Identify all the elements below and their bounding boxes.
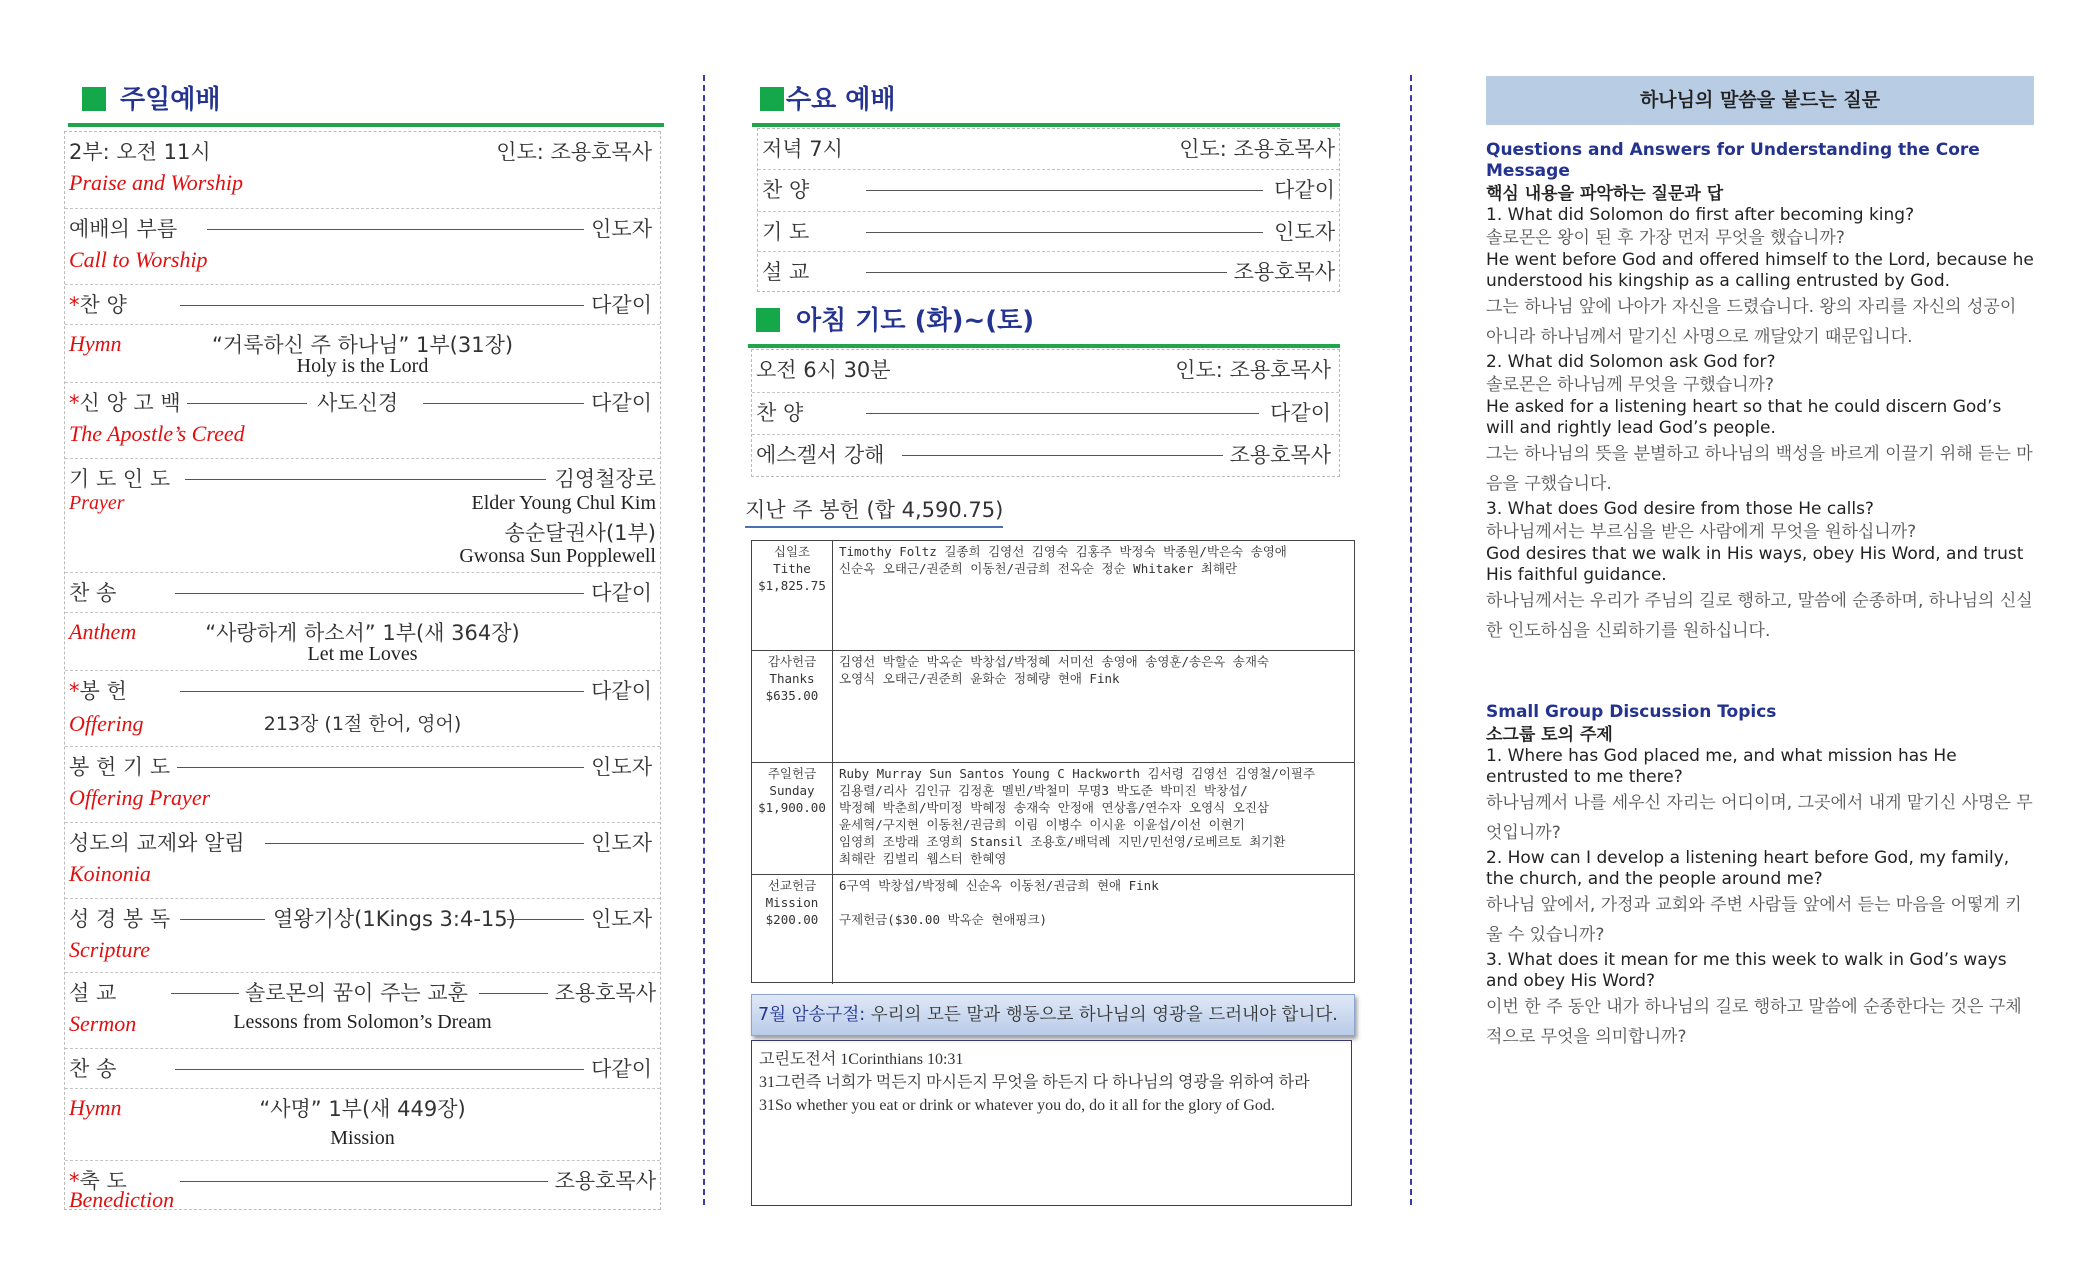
question-korean: 솔로몬은 왕이 된 후 가장 먼저 무엇을 했습니까? [1486,228,1845,248]
worship-row [65,132,660,208]
leader-line [866,232,1263,233]
worship-row [65,572,660,612]
item-korean: 봉 헌 기 도 [69,755,171,779]
discussion-topic-korean: 이번 한 주 동안 내가 하나님의 길로 행하고 말씀에 순종한다는 것은 구체적으로 무엇을 의미합니까? [1486,997,2022,1047]
morning-prayer-item: 찬 양 [756,401,804,425]
offering-label: 주일헌금 Sunday $1,900.00 [752,763,833,874]
leader-line [207,229,584,230]
prayer-leader: 김영철장로 [554,467,656,491]
sunday-title: 주일예배 [120,85,221,115]
morning-prayer-item: 에스겔서 강해 [756,443,885,467]
discussion-topic-korean: 하나님께서 나를 세우신 자리는 어디이며, 그곳에서 내게 맡기신 사명은 무엇입니까? [1486,793,2033,843]
sermon-title: 솔로몬의 꿈이 주는 교훈 [245,981,468,1005]
worship-row [65,612,660,670]
offering-title: 지난 주 봉헌 (합 4,590.75) [745,494,1003,528]
leader-line [187,403,307,404]
wednesday-item: 저녁 7시 [762,137,843,161]
scripture-korean: 31그런즉 너희가 먹든지 마시든지 무엇을 하든지 다 하나님의 영광을 위하여 하라 [759,1074,1310,1091]
leader-line [866,413,1259,414]
wednesday-leader: 다같이 [1274,178,1335,202]
worship-row [65,458,660,572]
qa-title-korean: 핵심 내용을 파악하는 질문과 답 [1486,184,1724,204]
offering-hymn: 213장 (1절 한어, 영어) [263,713,462,735]
small-group-section [1486,702,2034,1052]
worship-row [65,208,660,284]
item-english: Koinonia [69,861,151,886]
morning-prayer-row [752,434,1339,478]
leader-line [171,993,239,994]
item-leader: 조용호목사 [554,1169,656,1193]
wednesday-row [758,129,1339,169]
hymn-title-english: Mission [330,1127,395,1149]
offering-table [751,540,1355,983]
sermon-title-english: Lessons from Solomon’s Dream [233,1011,492,1033]
discussion-topic: 3. What does it mean for me this week to walk in God’s ways and obey His Word? [1486,950,2007,991]
wednesday-item: 기 도 [762,220,810,244]
item-english: Offering Prayer [69,785,211,810]
item-leader: 다같이 [591,391,652,415]
leader-line [177,767,584,768]
prayer-leader-english: Elder Young Chul Kim [471,492,656,514]
item-english: Scripture [69,937,151,962]
item-korean: 예배의 부름 [69,217,178,241]
wednesday-order [757,128,1340,292]
offering-row [752,541,1354,650]
worship-row [65,898,660,972]
item-korean: *신 앙 고 백 [69,391,181,415]
worship-row [65,822,660,898]
worship-row [65,746,660,822]
item-english: Anthem [69,619,137,644]
offering-names: 김영선 박할순 박옥순 박창섭/박정혜 서미선 송영애 송영훈/송은옥 송재숙 오영식 오태근/권준희 윤화순 정혜량 현애 Fink [839,654,1269,686]
green-square-icon [760,87,784,111]
offering-names: Ruby Murray Sun Santos Young C Hackworth 김서령 김영선 김영철/이필주 김용렬/리사 김인규 김정훈 멜빈/박철미 무명3 박도준 박미진 박창섭/ 박정혜 박춘희/박미정 박혜정 송재숙 안정애 연상흠/연수자 오영식 오진삼 윤세혁/구지현 이동천/권금희 이림 이병수 이시윤 이윤섭/이선 이현기 임영희 조방래 조영희 Stansil 조용호/배덕례 지민/민선영/로베르토 최기환 최해란 킴벌리 웹스터 한혜영 [839,766,1316,866]
memory-verse-banner [751,994,1355,1036]
anthem-title: “사랑하게 하소서” 1부(새 364장) [205,621,520,645]
worship-row [65,1048,660,1088]
memory-verse-text: 우리의 모든 말과 행동으로 하나님의 영광을 드러내야 합니다. [870,1005,1338,1025]
offering-row [752,650,1354,762]
item-korean: *찬 양 [69,293,127,317]
scripture-english: 31So whether you eat or drink or whatever you do, do it all for the glory of God. [759,1097,1275,1114]
hymn-title: “거룩하신 주 하나님” 1부(31장) [211,333,514,357]
offering-row [752,762,1354,874]
item-leader: 다같이 [591,293,652,317]
item-leader: 다같이 [591,1057,652,1081]
anthem-title-english: Let me Loves [307,643,418,665]
offering-names: Timothy Foltz 길종희 김영선 김영숙 김홍주 박정숙 박종원/박은숙 송영애 신순옥 오태근/권준희 이동천/권금희 전옥순 정순 Whitaker 최해란 [839,544,1287,576]
item-leader: 다같이 [591,581,652,605]
worship-row [65,1160,660,1210]
wednesday-row [758,211,1339,251]
worship-row [65,670,660,746]
leader-line [866,190,1263,191]
morning-prayer-leader: 조용호목사 [1229,443,1331,467]
leader-line [265,843,584,844]
discussion-topic-korean: 하나님 앞에서, 가정과 교회와 주변 사람들 앞에서 듣는 마음을 어떻게 키울 수 있습니까? [1486,895,2022,945]
morning-prayer-item: 오전 6시 30분 [756,358,891,382]
offering-label: 십일조 Tithe $1,825.75 [752,541,833,650]
qa-title-english: Questions and Answers for Understanding the Core Message [1486,140,1980,181]
item-english: Prayer [69,492,125,514]
answer: He went before God and offered himself to the Lord, because he understood his kingship as a calling entrusted by God. [1486,250,2034,291]
worship-row [65,972,660,1048]
question-korean: 하나님께서는 부르심을 받은 사람에게 무엇을 원하십니까? [1486,522,1917,542]
column-divider [703,75,705,1205]
prayer-leader-2-english: Gwonsa Sun Popplewell [459,545,656,567]
morning-prayer-heading [748,296,1340,348]
item-english: Offering [69,711,144,736]
item-korean: 찬 송 [69,581,117,605]
answer-korean: 그는 하나님 앞에 나아가 자신을 드렸습니다. 왕의 자리를 자신의 성공이 아니라 하나님께서 맡기신 사명으로 깨달았기 때문입니다. [1486,297,2017,347]
leader-line [175,1069,584,1070]
morning-prayer-leader: 다같이 [1270,401,1331,425]
answer-korean: 그는 하나님의 뜻을 분별하고 하나님의 백성을 바르게 이끌기 위해 듣는 마음을 구했습니다. [1486,444,2033,494]
morning-prayer-order [751,349,1340,477]
wednesday-title: 수요 예배 [786,85,896,115]
wednesday-row [758,251,1339,293]
item-english: Hymn [69,331,122,356]
wednesday-heading [752,75,1340,127]
item-english: The Apostle’s Creed [69,421,245,446]
item-leader: 인도자 [591,907,652,931]
wednesday-leader: 조용호목사 [1233,260,1335,284]
wednesday-item: 설 교 [762,260,810,284]
leader-line [180,1181,548,1182]
item-korean: 성 경 봉 독 [69,907,171,931]
leader-line [423,403,584,404]
leader-line [175,593,584,594]
morning-prayer-row [752,350,1339,392]
morning-prayer-row [752,392,1339,434]
sunday-heading [68,75,664,127]
leader-line [180,691,584,692]
morning-prayer-title: 아침 기도 (화)~(토) [796,306,1035,336]
worship-row [65,284,660,324]
item-korean: 성도의 교제와 알림 [69,831,245,855]
leader-line [507,919,584,920]
prayer-leader-2: 송순달권사(1부) [504,521,656,545]
leader-line [180,305,584,306]
leader-line [180,919,265,920]
answer-korean: 하나님께서는 우리가 주님의 길로 행하고, 말씀에 순종하며, 하나님의 신실한 인도하심을 신뢰하기를 원하십니다. [1486,591,2033,641]
questions-heading: 하나님의 말씀을 붙드는 질문 [1486,76,2034,125]
hymn-title-english: Holy is the Lord [296,355,429,377]
creed-name: 사도신경 [317,391,399,415]
item-korean: *축 도 [69,1169,127,1193]
item-korean: 기 도 인 도 [69,467,171,491]
qa-section [1486,140,2034,646]
offering-row [752,874,1354,984]
morning-prayer-leader: 인도: 조용호목사 [1175,358,1331,382]
sunday-order-of-worship [64,131,661,1210]
item-leader: 인도자 [591,755,652,779]
answer: He asked for a listening heart so that he could discern God’s will and rightly lead God’s people. [1486,397,2002,438]
question: 2. What did Solomon ask God for? [1486,352,1776,372]
worship-row [65,382,660,458]
item-leader: 다같이 [591,679,652,703]
leader-line [866,272,1227,273]
discussion-topic: 1. Where has God placed me, and what mission has He entrusted to me there? [1486,746,1957,787]
discussion-topic: 2. How can I develop a listening heart before God, my family, the church, and the people around me? [1486,848,2010,889]
leader-line [185,479,546,480]
item-english: Benediction [69,1187,175,1212]
memory-verse-label: 7월 암송구절: [758,1005,866,1025]
scripture-reference: 열왕기상(1Kings 3:4-15) [273,907,516,931]
item-english: Praise and Worship [69,170,243,195]
wednesday-leader: 인도: 조용호목사 [1179,137,1335,161]
leader-line [902,455,1223,456]
item-korean: 찬 송 [69,1057,117,1081]
offering-names: 6구역 박창섭/박정혜 신순옥 이동천/권금희 현애 Fink 구제헌금($30.00 박옥순 현애핑크) [839,878,1159,927]
item-english: Sermon [69,1011,137,1036]
item-leader: 인도자 [591,217,652,241]
question-korean: 솔로몬은 하나님께 무엇을 구했습니까? [1486,375,1774,395]
green-square-icon [756,308,780,332]
worship-row [65,324,660,382]
service-time: 2부: 오전 11시 [69,140,211,164]
scripture-ref: 고린도전서 1Corinthians 10:31 [759,1051,964,1068]
offering-label: 감사헌금 Thanks $635.00 [752,651,833,762]
service-leader: 인도: 조용호목사 [496,140,652,164]
column-divider [1410,75,1412,1205]
leader-line [479,993,548,994]
preacher: 조용호목사 [554,981,656,1005]
small-group-title-english: Small Group Discussion Topics [1486,702,1777,722]
wednesday-item: 찬 양 [762,178,810,202]
wednesday-row [758,169,1339,211]
item-english: Hymn [69,1095,122,1120]
wednesday-leader: 인도자 [1274,220,1335,244]
item-korean: *봉 헌 [69,679,127,703]
worship-row [65,1088,660,1160]
offering-label: 선교헌금 Mission $200.00 [752,875,833,984]
question: 3. What does God desire from those He calls? [1486,499,1874,519]
item-english: Call to Worship [69,247,208,272]
item-korean: 설 교 [69,981,117,1005]
answer: God desires that we walk in His ways, obey His Word, and trust His faithful guidance. [1486,544,2024,585]
question: 1. What did Solomon do first after becoming king? [1486,205,1915,225]
scripture-box [751,1040,1352,1206]
item-leader: 인도자 [591,831,652,855]
hymn-title: “사명” 1부(새 449장) [259,1097,466,1121]
green-square-icon [82,87,106,111]
small-group-title-korean: 소그룹 토의 주제 [1486,725,1613,745]
